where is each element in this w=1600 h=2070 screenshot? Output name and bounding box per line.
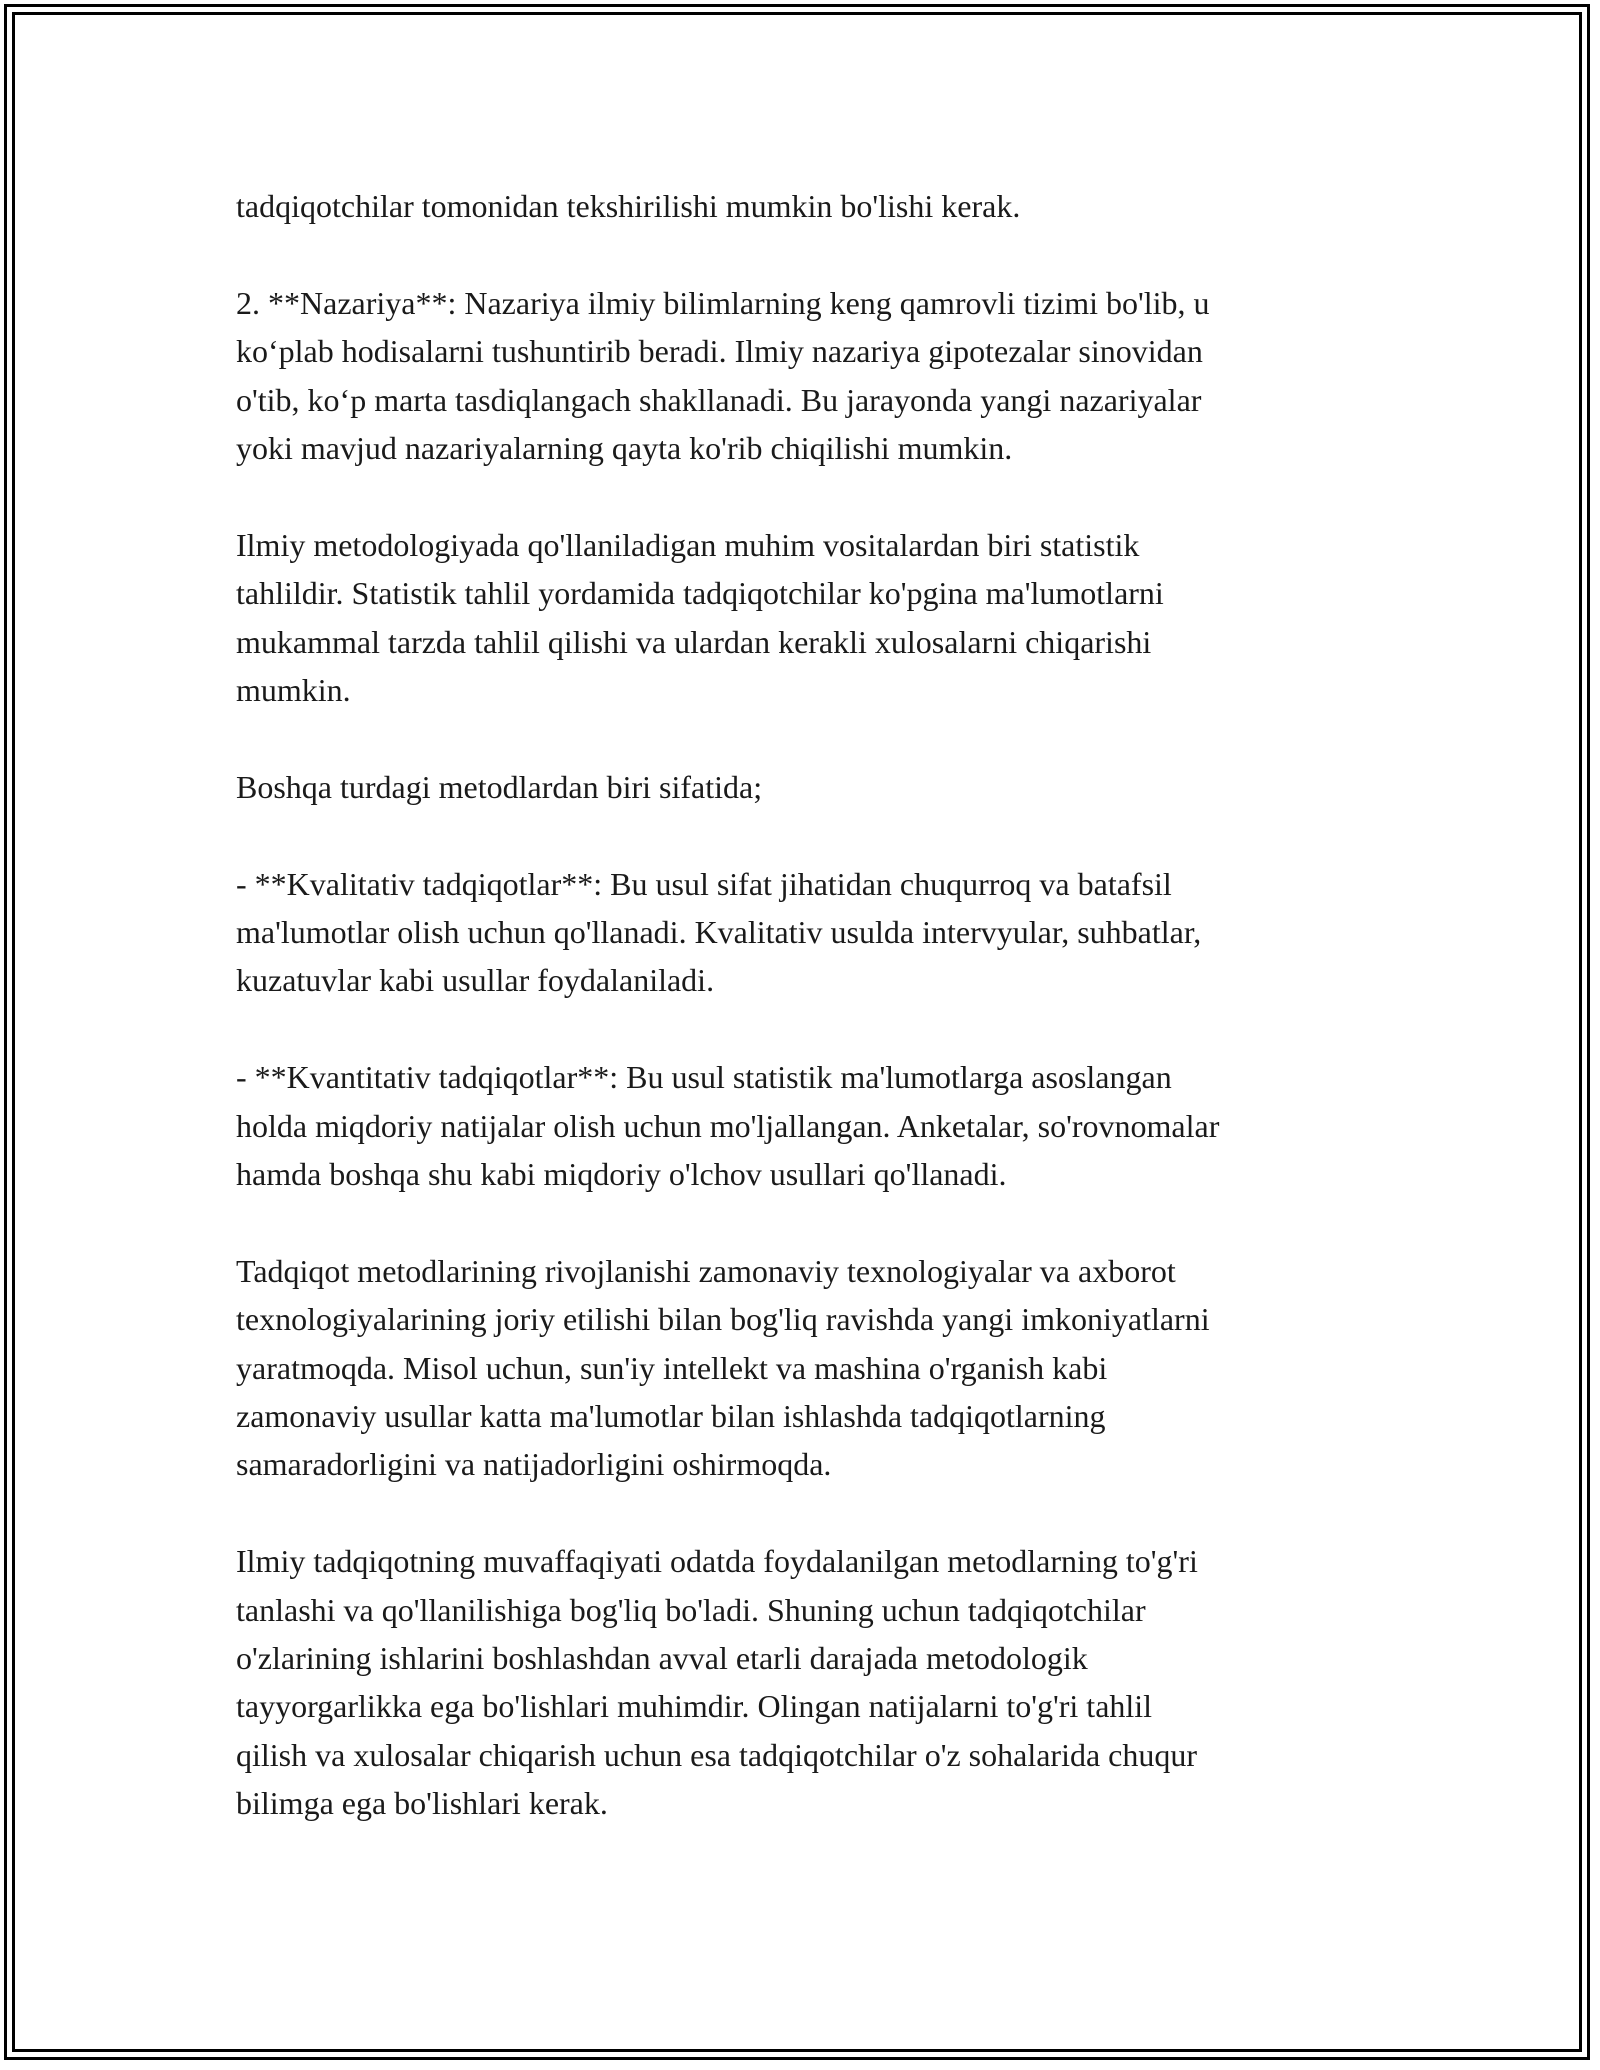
list-item-kvalitativ: - **Kvalitativ tadqiqotlar**: Bu usul sifat jihatidan chuqurroq va batafsil ma'lumotlar olish uchun qo'llanadi. Kvalitativ usulda intervyular, suhbatlar, kuzatuvlar kabi usullar foydalaniladi. — [236, 865, 1202, 999]
paragraph-statistik-tahlil: Ilmiy metodologiyada qo'llaniladigan muhim vositalardan biri statistik tahlildir. Statistik tahlil yordamida tadqiqotchilar ko'pgina ma'lumotlarni mukammal tarzda tahlil qilishi va ulardan kerakli xulosalarni chiqarishi mumkin. — [236, 526, 1164, 709]
paragraph-nazariya: 2. **Nazariya**: Nazariya ilmiy bilimlarning keng qamrovli tizimi bo'lib, u ko‘plab hodisalarni tushuntirib beradi. Ilmiy nazariya gipotezalar sinovidan o'tib, ko‘p marta tasdiqlangach shakllanadi. Bu jarayonda yangi nazariyalar yoki mavjud nazariyalarning qayta ko'rib chiqilishi mumkin. — [236, 284, 1210, 467]
paragraph-boshqa-metodlar: Boshqa turdagi metodlardan biri sifatida; — [236, 768, 763, 805]
paragraph-continuation: tadqiqotchilar tomonidan tekshirilishi mumkin bo'lishi kerak. — [236, 188, 1021, 224]
paragraph-texnologiyalar: Tadqiqot metodlarining rivojlanishi zamonaviy texnologiyalar va axborot texnologiyalarining joriy etilishi bilan bog'liq ravishda yangi imkoniyatlarni yaratmoqda. Misol uchun, sun'iy intellekt va mashina o'rganish kabi zamonaviy usullar katta ma'lumotlar bilan ishlashda tadqiqotlarning samaradorligini va natijadorligini oshirmoqda. — [236, 1252, 1210, 1483]
paragraph-muvaffaqiyat: Ilmiy tadqiqotning muvaffaqiyati odatda foydalanilgan metodlarning to'g'ri tanlashi va qo'llanilishiga bog'liq bo'ladi. Shuning uchun tadqiqotchilar o'zlarining ishlarini boshlashdan avval etarli darajada metodologik tayyorgarlikka ega bo'lishlari muhimdir. Olingan natijalarni to'g'ri tahlil qilish va xulosalar chiqarish uchun esa tadqiqotchilar o'z sohalarida chuqur bilimga ega bo'lishlari kerak. — [236, 1543, 1198, 1822]
document-body — [236, 182, 1396, 1828]
list-item-kvantitativ: - **Kvantitativ tadqiqotlar**: Bu usul statistik ma'lumotlarga asoslangan holda miqdoriy natijalar olish uchun mo'ljallangan. Anketalar, so'rovnomalar hamda boshqa shu kabi miqdoriy o'lchov usullari qo'llanadi. — [236, 1059, 1220, 1193]
